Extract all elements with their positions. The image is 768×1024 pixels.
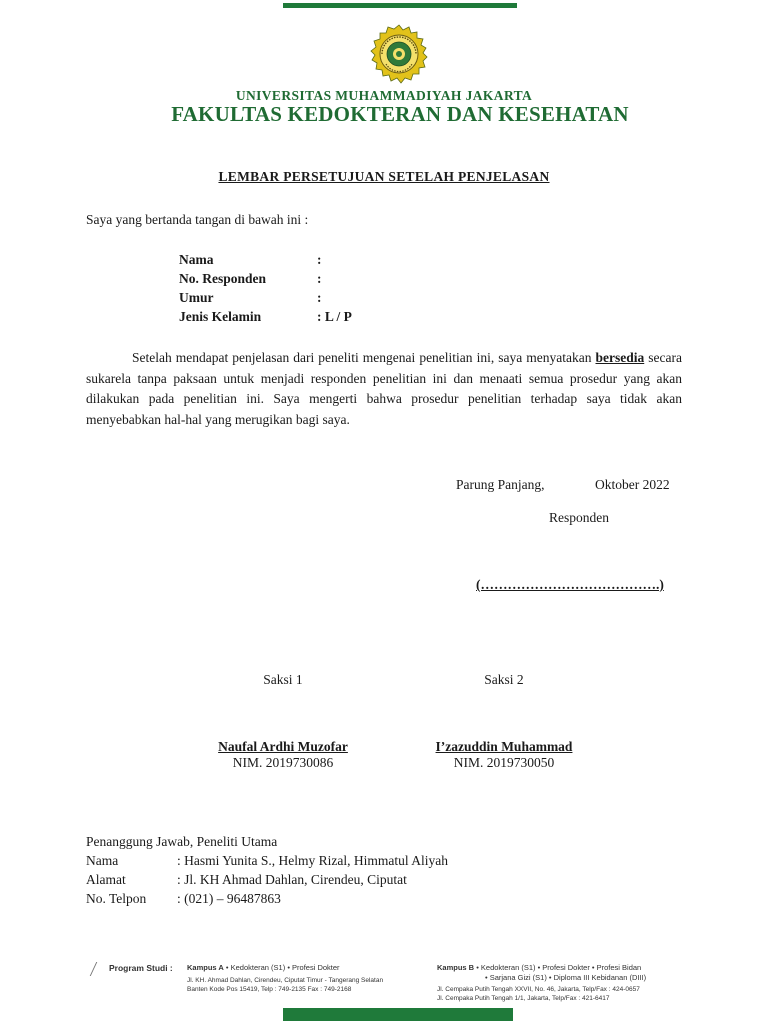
responsible-heading: Penanggung Jawab, Peneliti Utama xyxy=(86,834,278,849)
footer-kampus-a-address-2: Banten Kode Pos 15419, Telp : 749-2135 Fax : 749-2168 xyxy=(187,986,352,993)
footer-kampus-b-address-1: Jl. Cempaka Putih Tengah XXVII, No. 46, Jakarta, Telp/Fax : 424-0657 xyxy=(437,986,640,993)
footer-kampus-a-title: Kampus A xyxy=(187,963,224,972)
date-text: Oktober 2022 xyxy=(595,477,670,492)
field-label-nama: Nama xyxy=(179,252,214,267)
footer-kampus-a-programs: • Kedokteran (S1) • Profesi Dokter xyxy=(225,963,340,972)
witness-2-label: Saksi 2 xyxy=(484,672,524,687)
witness-1-label: Saksi 1 xyxy=(263,672,303,687)
footer-kampus-b-address-2: Jl. Cempaka Putih Tengah 1/1, Jakarta, Telp/Fax : 421-6417 xyxy=(437,995,610,1002)
responsible-label-alamat: Alamat xyxy=(86,872,126,887)
witness-2-nim: NIM. 2019730050 xyxy=(453,755,555,770)
footer-kampus-b-header xyxy=(437,963,641,972)
witness-1-name xyxy=(183,738,383,756)
footer-kampus-a-address-1: Jl. KH. Ahmad Dahlan, Cirendeu, Ciputat Timur - Tangerang Selatan xyxy=(187,977,384,984)
witness-2-name-text: I’zazuddin Muhammad xyxy=(435,739,573,754)
field-label-jenis-kelamin: Jenis Kelamin xyxy=(179,309,262,324)
paragraph-part-1: Setelah mendapat penjelasan dari peneliti mengenai penelitian ini, saya menyatakan xyxy=(132,350,592,365)
footer-program-label-text: Program Studi : xyxy=(109,963,173,973)
footer-kampus-b-programs-1: • Kedokteran (S1) • Profesi Dokter • Profesi Bidan xyxy=(476,963,642,972)
responsible-label-telpon: No. Telpon xyxy=(86,891,147,906)
footer-decor-mark xyxy=(90,962,106,976)
respondent-label: Responden xyxy=(549,510,609,525)
responsible-value-alamat: : Jl. KH Ahmad Dahlan, Cirendeu, Ciputat xyxy=(177,872,407,887)
responsible-value-nama: : Hasmi Yunita S., Helmy Rizal, Himmatul Aliyah xyxy=(177,853,448,868)
paragraph-emphasis-bersedia: bersedia xyxy=(595,350,645,365)
footer-kampus-b-programs-2: • Sarjana Gizi (S1) • Diploma III Kebidanan (DIII) xyxy=(485,973,647,982)
paragraph-part-2: secara sukarela tanpa paksaan untuk menjadi responden penelitian ini dan menaati semua prosedur yang akan dilakukan pada penelitian ini. Saya mengerti bahwa prosedur penelitian terhadap saya tidak akan menyebabkan hal-hal yang merugikan bagi saya. xyxy=(86,350,682,427)
respondent-signature-line: (………………………………….) xyxy=(476,577,664,592)
witness-1-nim: NIM. 2019730086 xyxy=(232,755,334,770)
university-name: UNIVERSITAS MUHAMMADIYAH JAKARTA xyxy=(235,88,533,103)
field-value-nama: : xyxy=(317,252,322,267)
footer-kampus-a-header xyxy=(187,963,340,972)
university-seal-logo xyxy=(368,24,430,86)
header-top-bar xyxy=(283,3,517,8)
footer-program-label xyxy=(109,963,173,973)
footer-kampus-b-title: Kampus B xyxy=(437,963,475,972)
field-label-no-responden: No. Responden xyxy=(179,271,267,286)
witness-1-name-text: Naufal Ardhi Muzofar xyxy=(218,739,348,754)
field-value-jenis-kelamin: : L / P xyxy=(317,309,352,324)
field-value-umur: : xyxy=(317,290,322,305)
faculty-name: FAKULTAS KEDOKTERAN DAN KESEHATAN xyxy=(171,102,629,126)
place-text: Parung Panjang, xyxy=(456,477,545,492)
consent-paragraph xyxy=(86,348,682,430)
responsible-label-nama: Nama xyxy=(86,853,119,868)
responsible-value-telpon: : (021) – 96487863 xyxy=(177,891,281,906)
document-title: LEMBAR PERSETUJUAN SETELAH PENJELASAN xyxy=(218,169,550,184)
witness-2-name xyxy=(404,738,604,756)
field-value-no-responden: : xyxy=(317,271,322,286)
intro-text: Saya yang bertanda tangan di bawah ini : xyxy=(86,212,309,227)
footer-bottom-bar xyxy=(283,1008,513,1021)
field-label-umur: Umur xyxy=(179,290,214,305)
